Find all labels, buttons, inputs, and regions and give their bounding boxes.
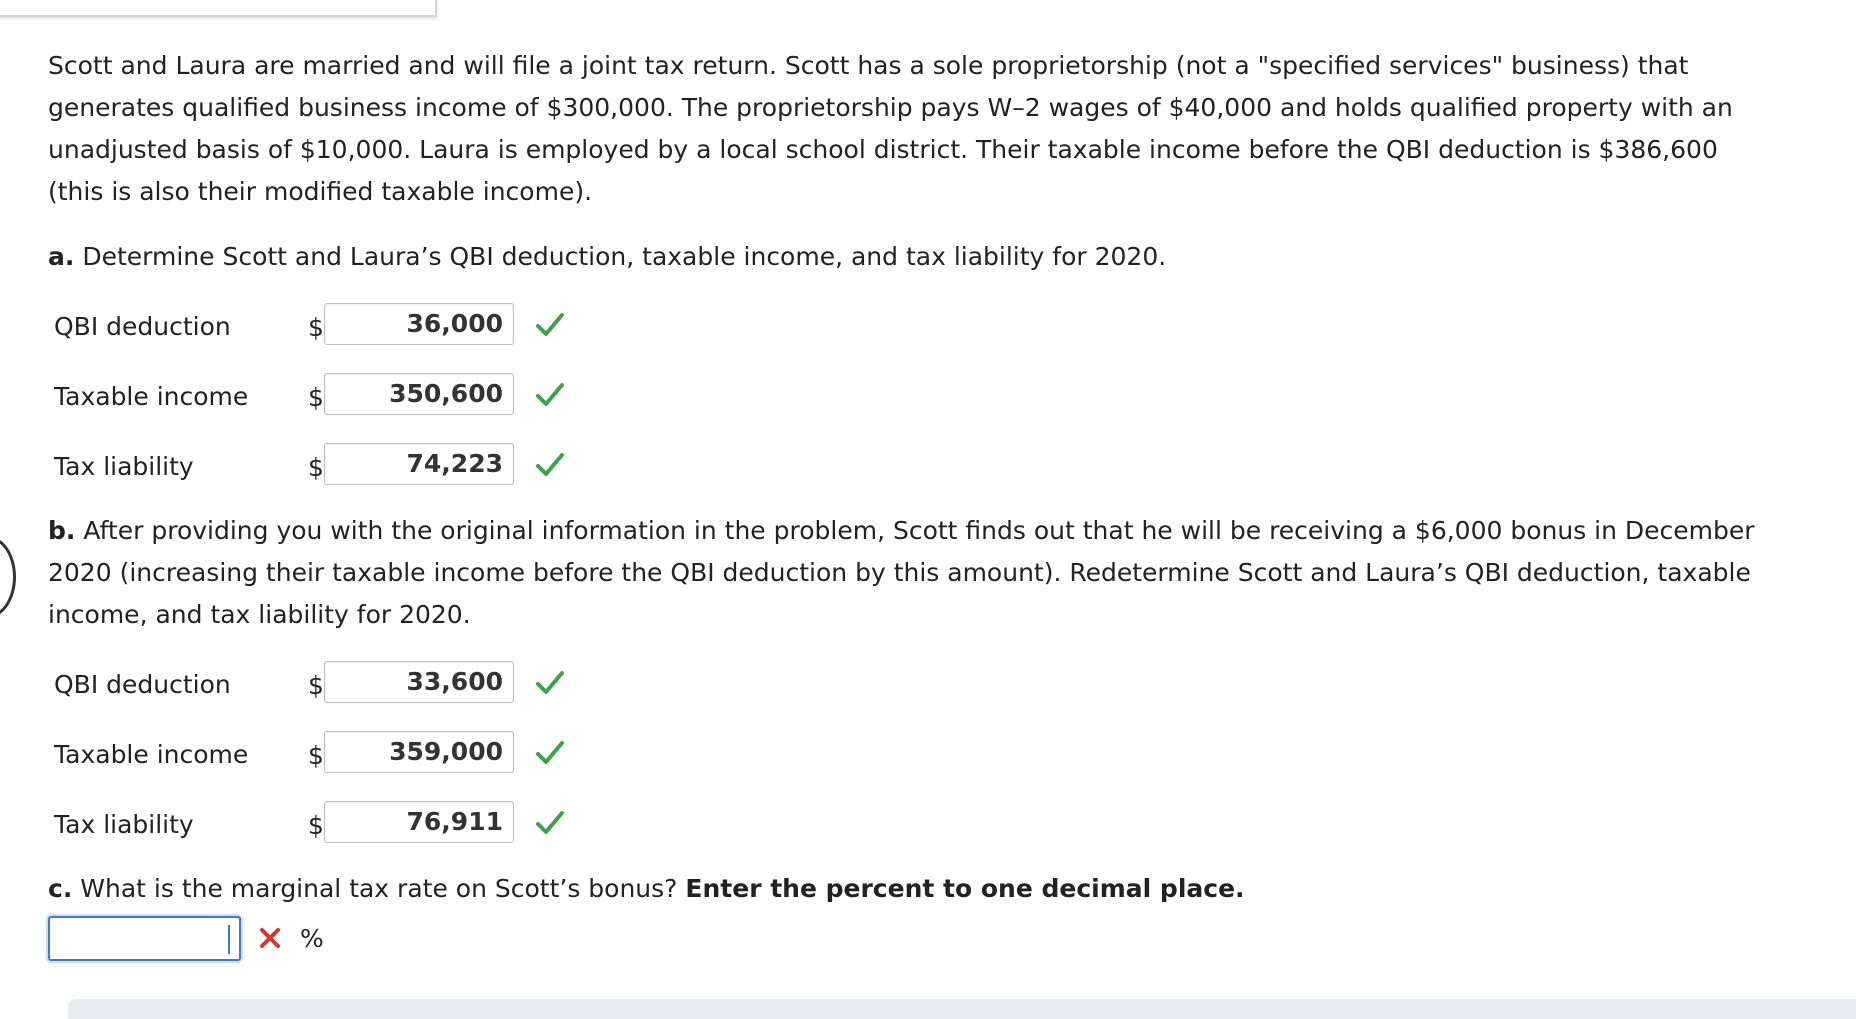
part-b-marker: b. xyxy=(48,516,76,545)
marginal-rate-input[interactable] xyxy=(48,916,241,961)
part-c-instruction: Enter the percent to one decimal place. xyxy=(685,874,1245,903)
row-label: Taxable income xyxy=(54,740,249,769)
part-a-marker: a. xyxy=(48,242,75,271)
qbi-deduction-input[interactable]: 33,600 xyxy=(324,661,514,703)
check-icon xyxy=(535,451,565,479)
check-icon xyxy=(535,381,565,409)
part-b-question xyxy=(48,510,1768,636)
currency-symbol: $ xyxy=(308,741,324,770)
tax-liability-input[interactable]: 76,911 xyxy=(324,801,514,843)
check-icon xyxy=(535,669,565,697)
check-icon xyxy=(535,311,565,339)
left-ring-edge xyxy=(0,536,16,618)
currency-symbol: $ xyxy=(308,453,324,482)
percent-unit: % xyxy=(300,924,324,953)
row-label: QBI deduction xyxy=(54,670,231,699)
currency-symbol: $ xyxy=(308,313,324,342)
row-label: QBI deduction xyxy=(54,312,231,341)
top-tab-edge xyxy=(0,0,437,17)
part-c-question xyxy=(48,868,1768,910)
part-b-question-text: After providing you with the original information in the problem, Scott finds out that he will be receiving a $6,000 bonus in December 2020 (increasing their taxable income before the QBI deduction by this amount). Redetermine Scott and Laura’s QBI deduction, taxable income, and tax liability for 2020. xyxy=(48,516,1755,629)
tax-liability-input[interactable]: 74,223 xyxy=(324,443,514,485)
taxable-income-input[interactable]: 359,000 xyxy=(324,731,514,773)
row-label: Tax liability xyxy=(54,810,194,839)
part-a-question xyxy=(48,236,1768,278)
text-caret xyxy=(228,925,230,954)
check-icon xyxy=(535,739,565,767)
part-c-question-text: What is the marginal tax rate on Scott’s bonus? xyxy=(80,874,678,903)
problem-intro: Scott and Laura are married and will file a joint tax return. Scott has a sole proprietorship (not a "specified services" business) that generates qualified business income of $300,000. The proprietorship pays W–2 wages of $40,000 and holds qualified property with an unadjusted basis of $10,000. Laura is employed by a local school district. Their taxable income before the QBI deduction is $386,600 (this is also their modified taxable income). xyxy=(48,51,1733,206)
row-label: Tax liability xyxy=(54,452,194,481)
x-icon xyxy=(259,926,281,950)
part-c-marker: c. xyxy=(48,874,73,903)
taxable-income-input[interactable]: 350,600 xyxy=(324,373,514,415)
currency-symbol: $ xyxy=(308,383,324,412)
row-label: Taxable income xyxy=(54,382,249,411)
currency-symbol: $ xyxy=(308,671,324,700)
qbi-deduction-input[interactable]: 36,000 xyxy=(324,303,514,345)
bottom-panel-edge xyxy=(68,999,1856,1019)
currency-symbol: $ xyxy=(308,811,324,840)
check-icon xyxy=(535,809,565,837)
part-a-question-text: Determine Scott and Laura’s QBI deduction, taxable income, and tax liability for 2020. xyxy=(82,242,1167,271)
